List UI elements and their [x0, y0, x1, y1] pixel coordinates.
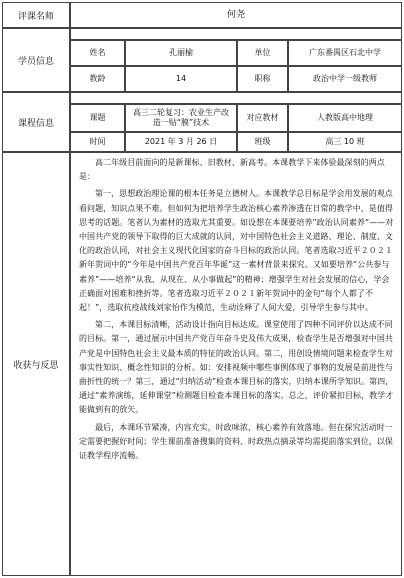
reflection-paragraph: 高二年级目前面向的是新课标、旧教材、新高考。本课教学下来体验最深刻的两点是： [79, 158, 385, 182]
name-value: 孔丽榆 [125, 40, 237, 66]
title-value: 政治中学一级教师 [288, 66, 402, 92]
student-spacer [70, 28, 402, 40]
topic-label: 课题 [70, 104, 125, 132]
name-label: 姓名 [70, 40, 125, 66]
time-label: 时间 [70, 132, 125, 152]
seniority-label: 教龄 [70, 66, 125, 92]
time-value: 2021 年 3 月 26 日 [125, 132, 237, 152]
reflection-body [70, 152, 402, 576]
reflection-section-label: 收获与反思 [2, 152, 70, 576]
topic-value: 高三二轮复习：农业生产改造一贴“膜”技术 [125, 104, 237, 132]
course-spacer [70, 92, 402, 104]
title-label: 职称 [237, 66, 288, 92]
reflection-paragraph: 最后，本课环节紧凑，内容充实，时政味浓，核心素养有效落地。但在探究活动时一定需要把握好时间；学生课前准备搜集的资料、时政热点摘录等均需提前落实到位，以保证教学程序流畅。 [79, 422, 393, 461]
unit-value: 广东番禺区石北中学 [288, 40, 402, 66]
material-value: 人教版高中地理 [288, 104, 402, 132]
class-value: 高三 10 班 [288, 132, 402, 152]
unit-label: 单位 [237, 40, 288, 66]
assessor-label: 评课名师 [2, 2, 70, 28]
reflection-paragraph: 第一，思想政治理论课的根本任务是立德树人。本课教学总目标是学会用发展的观点看问题，知识点果不难。但如何为把培养学生政治核心素养渗透在日常的教学中，是值得思考的话题。笔者认为素材的选取尤其重要。如设想在本课要培养”政治认同素养“——对中国共产党的领导下取得的巨大成就的认同，对中国特色社会主义道路、理论、制度、文化的政治认同，对社会主义现代化国家的奋斗目标的政治认同。笔者选取习近平２０２１新年贺词中的“今年是中国共产党百年华诞”这一素材背景来探究。又如要培养“公共参与素养”——培养“从我、从现在、从小事做起”的精神；增强学生对社会发展的信心，学会正确面对困难和挫折等。笔者选取习近平２０２１新年贺词中的金句“每个人都了不起！”，选取抗疫战线刘家怡作为模范，生动诠释了人间大爱，引导学生参与其中。 [79, 189, 394, 313]
seniority-value: 14 [125, 66, 237, 92]
assessor-name: 何尧 [70, 2, 402, 28]
reflection-paragraph: 第二，本课目标清晰，活动设计指向目标达成。课堂使用了四种不同评价以达成不同的目标。第一，通过展示中国共产党百年奋斗史及伟大成果，检查学生是否增强对中国共产党是中国特色社会主义最本质的特征的政治认同。第二，用创设情境问题来检查学生对事实性知识、概念性知识的分析。如：安排视频中哪些事例体现了事物的发展是前进性与曲折性的统一？第三，通过“归纳活动”检查本课目标的落实，归纳本课所学知识。第四，通过“素养演练，延伸课堂”检测题目检查本课目标的落实。总之，评价紧扣目标，教学才能做到有的放矢。 [79, 320, 394, 415]
material-label: 对应教材 [237, 104, 288, 132]
class-label: 班级 [237, 132, 288, 152]
student-section-label: 学员信息 [2, 28, 70, 92]
course-section-label: 课程信息 [2, 92, 70, 152]
